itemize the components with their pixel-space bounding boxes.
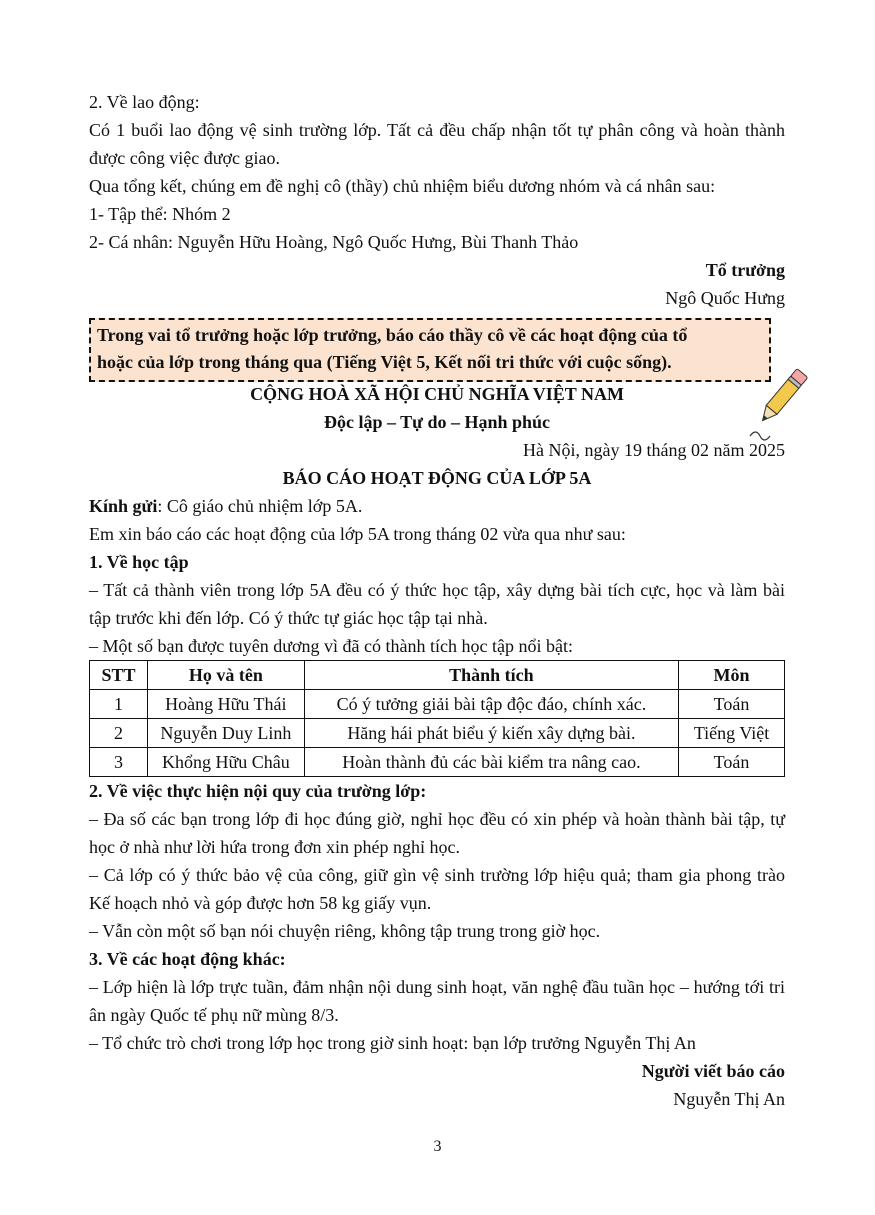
achievement-table [89, 660, 785, 777]
motto: Độc lập – Tự do – Hạnh phúc [323, 412, 551, 432]
date-line: Hà Nội, ngày 19 tháng 02 năm 2025 [523, 440, 785, 460]
task-banner [89, 318, 771, 382]
report-title: BÁO CÁO HOẠT ĐỘNG CỦA LỚP 5A [282, 468, 592, 488]
table-row [90, 690, 785, 719]
summary-text: Qua tổng kết, chúng em đề nghị cô (thầy) chủ nhiệm biểu dương nhóm và cá nhân sau: [89, 176, 716, 196]
writer-name: Nguyễn Thị An [673, 1089, 785, 1109]
labor-text: Có 1 buổi lao động vệ sinh trường lớp. Tất cả đều chấp nhận tốt tự phân công và hoàn thành được công việc được giao. [89, 120, 785, 168]
cell-achievement: Hoàn thành đủ các bài kiểm tra nâng cao. [304, 748, 678, 777]
document-page [89, 88, 785, 1113]
section-1-paragraph-2: – Một số bạn được tuyên dương vì đã có thành tích học tập nổi bật: [89, 636, 573, 656]
section-2-paragraph-1: – Đa số các bạn trong lớp đi học đúng giờ, nghỉ học đều có xin phép và hoàn thành bài tập, tự học ở nhà như lời hứa trong đơn xin phép nghỉ học. [89, 809, 785, 857]
header-stt: STT [90, 661, 148, 690]
table-header-row [90, 661, 785, 690]
cell-stt: 2 [90, 719, 148, 748]
section-1-paragraph-1: – Tất cả thành viên trong lớp 5A đều có ý thức học tập, xây dựng bài tích cực, học và làm bài tập trước khi đến lớp. Có ý thức tự giác học tập tại nhà. [89, 580, 785, 628]
cell-subject: Toán [679, 748, 785, 777]
writer-title: Người viết báo cáo [641, 1061, 785, 1081]
cell-stt: 1 [90, 690, 148, 719]
cell-name: Nguyễn Duy Linh [147, 719, 304, 748]
commend-group: 1- Tập thể: Nhóm 2 [89, 204, 231, 224]
header-name: Họ và tên [147, 661, 304, 690]
cell-achievement: Có ý tưởng giải bài tập độc đáo, chính xác. [304, 690, 678, 719]
cell-name: Khổng Hữu Châu [147, 748, 304, 777]
cell-subject: Tiếng Việt [679, 719, 785, 748]
recipient-label: Kính gửi [89, 496, 158, 516]
banner-line-2: hoặc của lớp trong tháng qua (Tiếng Việt 5, Kết nối tri thức với cuộc sống). [97, 352, 672, 372]
section-2-paragraph-2: – Cả lớp có ý thức bảo vệ của công, giữ gìn vệ sinh trường lớp hiệu quả; tham gia phong trào Kế hoạch nhỏ và góp được hơn 58 kg giấy vụn. [89, 865, 785, 913]
cell-subject: Toán [679, 690, 785, 719]
header-subject: Môn [679, 661, 785, 690]
section-2-heading: 2. Về việc thực hiện nội quy của trường lớp: [89, 781, 427, 801]
nation-header: CỘNG HOÀ XÃ HỘI CHỦ NGHĨA VIỆT NAM [250, 384, 624, 404]
page-number: 3 [433, 1138, 442, 1155]
signer-title: Tổ trưởng [705, 260, 785, 280]
cell-achievement: Hăng hái phát biểu ý kiến xây dựng bài. [304, 719, 678, 748]
section-3-heading: 3. Về các hoạt động khác: [89, 949, 286, 969]
pencil-icon [742, 364, 812, 444]
table-row [90, 719, 785, 748]
recipient-text: : Cô giáo chủ nhiệm lớp 5A. [157, 496, 363, 516]
section-3-paragraph-1: – Lớp hiện là lớp trực tuần, đảm nhận nội dung sinh hoạt, văn nghệ đầu tuần học – hướng tới tri ân ngày Quốc tế phụ nữ mùng 8/3. [89, 977, 785, 1025]
section-1-heading: 1. Về học tập [89, 552, 189, 572]
banner-line-1: Trong vai tổ trưởng hoặc lớp trưởng, báo cáo thầy cô về các hoạt động của tổ [97, 325, 688, 345]
cell-stt: 3 [90, 748, 148, 777]
cell-name: Hoàng Hữu Thái [147, 690, 304, 719]
commend-individuals: 2- Cá nhân: Nguyễn Hữu Hoàng, Ngô Quốc Hưng, Bùi Thanh Thảo [89, 232, 579, 252]
header-achievement: Thành tích [304, 661, 678, 690]
section-3-paragraph-2: – Tổ chức trò chơi trong lớp học trong giờ sinh hoạt: bạn lớp trưởng Nguyễn Thị An [89, 1033, 696, 1053]
table-row [90, 748, 785, 777]
labor-heading: 2. Về lao động: [89, 92, 200, 112]
intro-text: Em xin báo cáo các hoạt động của lớp 5A trong tháng 02 vừa qua như sau: [89, 524, 626, 544]
signer-name: Ngô Quốc Hưng [665, 288, 785, 308]
section-2-paragraph-3: – Vẫn còn một số bạn nói chuyện riêng, không tập trung trong giờ học. [89, 921, 601, 941]
recipient-line [89, 492, 785, 520]
